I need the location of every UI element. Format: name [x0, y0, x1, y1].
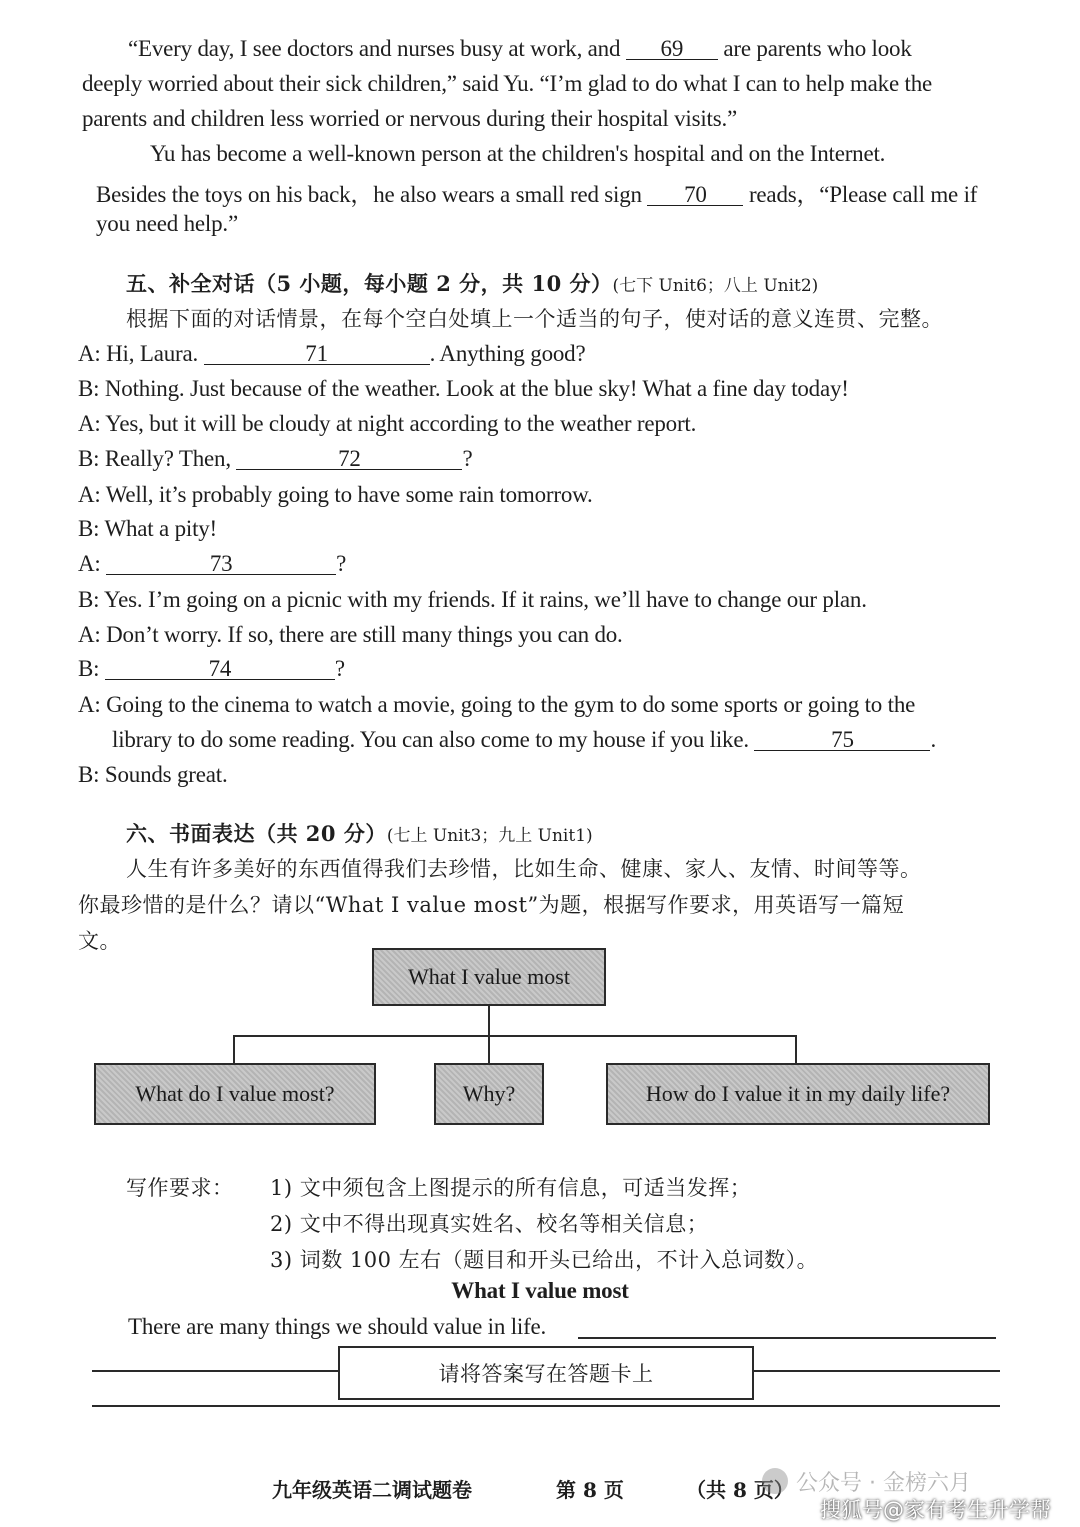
dialogue-line: B: Sounds great. — [78, 762, 228, 787]
diagram-box-what: What do I value most? — [94, 1063, 376, 1125]
watermark-text: 搜狐号@家有考生升学帮 — [820, 1498, 1051, 1522]
answer-card-notice-text: 请将答案写在答题卡上 — [438, 1362, 654, 1386]
passage-line: Besides the toys on his back，he also wears a small red sign 70 reads，“Please call me if — [96, 182, 978, 207]
blank-70: 70 — [647, 185, 743, 206]
requirement-item: 1) 文中须包含上图提示的所有信息，可适当发挥； — [270, 1176, 752, 1200]
dialogue-line: A: Well, it’s probably going to have some rain tomorrow. — [78, 482, 593, 507]
answer-card-notice — [338, 1346, 754, 1400]
dialogue-line: library to do some reading. You can also come to my house if you like. 75 . — [112, 727, 937, 752]
requirements-label: 写作要求： — [126, 1176, 234, 1200]
passage-line: deeply worried about their sick children,” said Yu. “I’m glad to do what I can to help make the — [82, 71, 933, 96]
essay-title: What I value most — [451, 1278, 629, 1303]
blank-73: 73 — [106, 554, 336, 575]
writing-line — [754, 1370, 1000, 1372]
footer-page: 第 8 页 — [556, 1478, 624, 1502]
watermark-text: 公众号 · 金榜六月 — [796, 1471, 971, 1496]
requirement-item: 2) 文中不得出现真实姓名、校名等相关信息； — [270, 1212, 709, 1236]
section6-prompt: 文。 — [78, 929, 121, 953]
dialogue-line: B: What a pity! — [78, 516, 218, 541]
passage-line: parents and children less worried or nervous during their hospital visits.” — [82, 106, 738, 131]
diagram-connector — [488, 1035, 490, 1063]
blank-75: 75 — [754, 730, 930, 751]
diagram-box-how: How do I value it in my daily life? — [606, 1063, 990, 1125]
writing-line — [92, 1405, 1000, 1407]
blank-69: 69 — [626, 39, 718, 60]
blank-74: 74 — [105, 659, 335, 680]
requirement-item: 3) 词数 100 左右（题目和开头已给出，不计入总词数）。 — [270, 1248, 819, 1272]
diagram-connector — [488, 1006, 490, 1036]
footer-total: （共 8 页） — [686, 1478, 794, 1502]
writing-line — [578, 1337, 996, 1339]
diagram-connector — [795, 1035, 797, 1063]
dialogue-line: B: 74 ? — [78, 656, 345, 681]
section6-prompt: 人生有许多美好的东西值得我们去珍惜，比如生命、健康、家人、友情、时间等等。 — [126, 857, 922, 881]
diagram-box-why: Why? — [434, 1063, 544, 1125]
dialogue-line: A: 73 ? — [78, 551, 347, 576]
blank-72: 72 — [236, 449, 462, 470]
dialogue-line: B: Nothing. Just because of the weather. Look at the blue sky! What a fine day today! — [78, 376, 849, 401]
section6-title: 六、书面表达（共 20 分）(七上 Unit3；九上 Unit1) — [126, 821, 593, 846]
diagram-connector — [233, 1035, 797, 1037]
dialogue-line: A: Yes, but it will be cloudy at night according to the weather report. — [78, 411, 697, 436]
diagram-top-box: What I value most — [372, 948, 606, 1006]
writing-line — [92, 1370, 340, 1372]
dialogue-line: B: Really? Then, 72 ? — [78, 446, 473, 471]
dialogue-line: A: Going to the cinema to watch a movie, going to the gym to do some sports or going to the — [78, 692, 916, 717]
passage-line: Yu has become a well-known person at the children's hospital and on the Internet. — [150, 141, 886, 166]
blank-71: 71 — [204, 344, 430, 365]
dialogue-line: B: Yes. I’m going on a picnic with my friends. If it rains, we’ll have to change our plan. — [78, 587, 867, 612]
essay-opening: There are many things we should value in life. — [128, 1314, 547, 1339]
wechat-icon — [762, 1468, 788, 1494]
diagram-connector — [233, 1035, 235, 1063]
dialogue-line: A: Hi, Laura. 71 . Anything good? — [78, 341, 586, 366]
section5-instruction: 根据下面的对话情景，在每个空白处填上一个适当的句子，使对话的意义连贯、完整。 — [126, 307, 943, 331]
section6-prompt: 你最珍惜的是什么？请以“What I value most”为题，根据写作要求，用英语写一篇短 — [78, 893, 905, 917]
footer-title: 九年级英语二调试题卷 — [272, 1478, 472, 1502]
dialogue-line: A: Don’t worry. If so, there are still many things you can do. — [78, 622, 623, 647]
passage-line: “Every day, I see doctors and nurses busy at work, and 69 are parents who look — [128, 36, 912, 61]
section5-title: 五、补全对话（5 小题，每小题 2 分，共 10 分）(七下 Unit6；八上 Unit2) — [126, 271, 819, 296]
passage-line: you need help.” — [96, 211, 238, 236]
